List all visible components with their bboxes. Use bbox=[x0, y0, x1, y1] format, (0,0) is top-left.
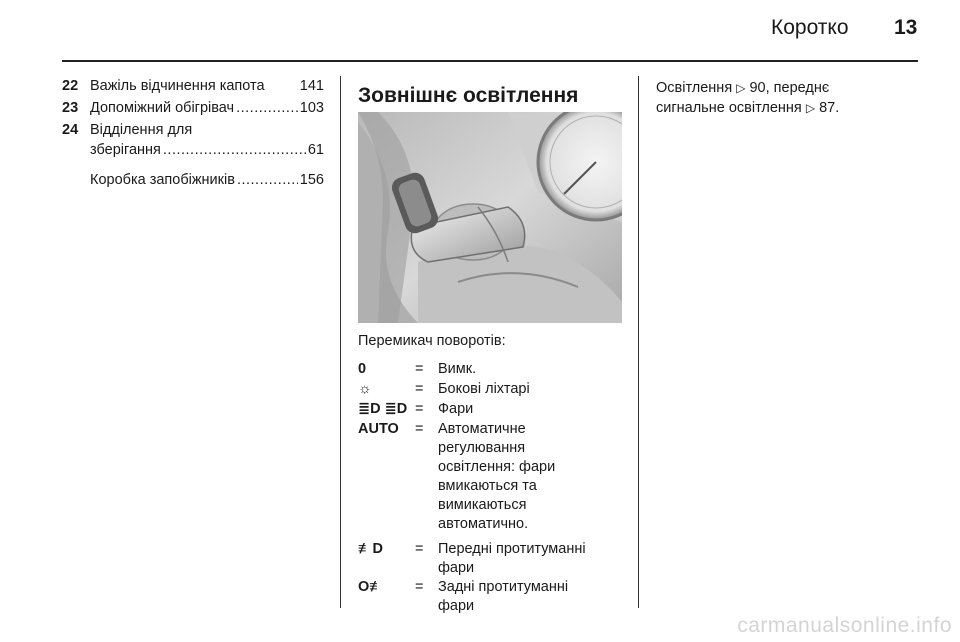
ref-text: сигнальне освітлення bbox=[656, 100, 802, 116]
toc-page: 61 bbox=[307, 142, 324, 158]
ref-text: Освітлення bbox=[656, 80, 733, 96]
toc-number: 24 bbox=[62, 122, 79, 138]
column-divider-right bbox=[638, 76, 639, 608]
legend-text: регулювання bbox=[438, 440, 526, 456]
rear-fog-light-icon: O≢ bbox=[358, 579, 384, 595]
legend-equals: = bbox=[415, 421, 424, 437]
header-rule bbox=[62, 60, 918, 62]
legend-text: фари bbox=[438, 560, 475, 576]
legend-text: Фари bbox=[438, 401, 474, 417]
ref-text: . bbox=[835, 100, 840, 116]
page-ref-arrow-icon: ▷ bbox=[805, 101, 816, 115]
ref-page-link[interactable]: 90 bbox=[749, 80, 766, 96]
toc-label: Важіль відчинення капота bbox=[90, 78, 265, 94]
side-lights-icon: ☼ bbox=[358, 381, 372, 397]
legend-equals: = bbox=[415, 401, 424, 417]
toc-label: зберігання bbox=[90, 142, 161, 158]
section-title: Зовнішнє освітлення bbox=[358, 84, 579, 107]
light-switch-photo bbox=[358, 112, 622, 323]
toc-page: 141 bbox=[299, 78, 324, 94]
legend-text: Передні протитуманні bbox=[438, 541, 586, 557]
auto-light-icon: AUTO bbox=[358, 421, 399, 437]
toc-label: Допоміжний обігрівач bbox=[90, 100, 235, 116]
headlights-icon: ≣D ≣D bbox=[358, 401, 408, 417]
legend-text: вимикаються bbox=[438, 497, 527, 513]
legend-text: фари bbox=[438, 598, 475, 614]
toc-page: 156 bbox=[299, 172, 324, 188]
page-header-title: Коротко bbox=[771, 16, 849, 39]
toc-label: Коробка запобіжників bbox=[90, 172, 235, 188]
toc-number: 23 bbox=[62, 100, 79, 116]
toc-number: 22 bbox=[62, 78, 79, 94]
legend-text: Бокові ліхтарі bbox=[438, 381, 530, 397]
column-divider-left bbox=[340, 76, 341, 608]
toc-label: Відділення для bbox=[90, 122, 193, 138]
legend-text: Вимк. bbox=[438, 361, 477, 377]
legend-equals: = bbox=[415, 541, 424, 557]
legend-text: Задні протитуманні bbox=[438, 579, 569, 595]
legend-text: автоматично. bbox=[438, 516, 529, 532]
toc-page: 103 bbox=[299, 100, 324, 116]
page-number: 13 bbox=[894, 16, 918, 39]
front-fog-light-icon: ≢D bbox=[358, 541, 383, 557]
ref-page-link[interactable]: 87 bbox=[819, 100, 836, 116]
watermark-footer: carmanualsonline.info bbox=[737, 614, 952, 637]
zero-symbol-icon: 0 bbox=[358, 361, 367, 377]
legend-text: освітлення: фари bbox=[438, 459, 556, 475]
legend-equals: = bbox=[415, 579, 424, 595]
cross-reference-text bbox=[656, 78, 906, 118]
ref-text: , переднє bbox=[765, 80, 830, 96]
legend-text: вмикаються та bbox=[438, 478, 537, 494]
legend-text: Автоматичне bbox=[438, 421, 526, 437]
page-ref-arrow-icon: ▷ bbox=[736, 81, 746, 95]
figure-caption: Перемикач поворотів: bbox=[358, 333, 506, 349]
legend-equals: = bbox=[415, 361, 424, 377]
legend-equals: = bbox=[415, 381, 424, 397]
